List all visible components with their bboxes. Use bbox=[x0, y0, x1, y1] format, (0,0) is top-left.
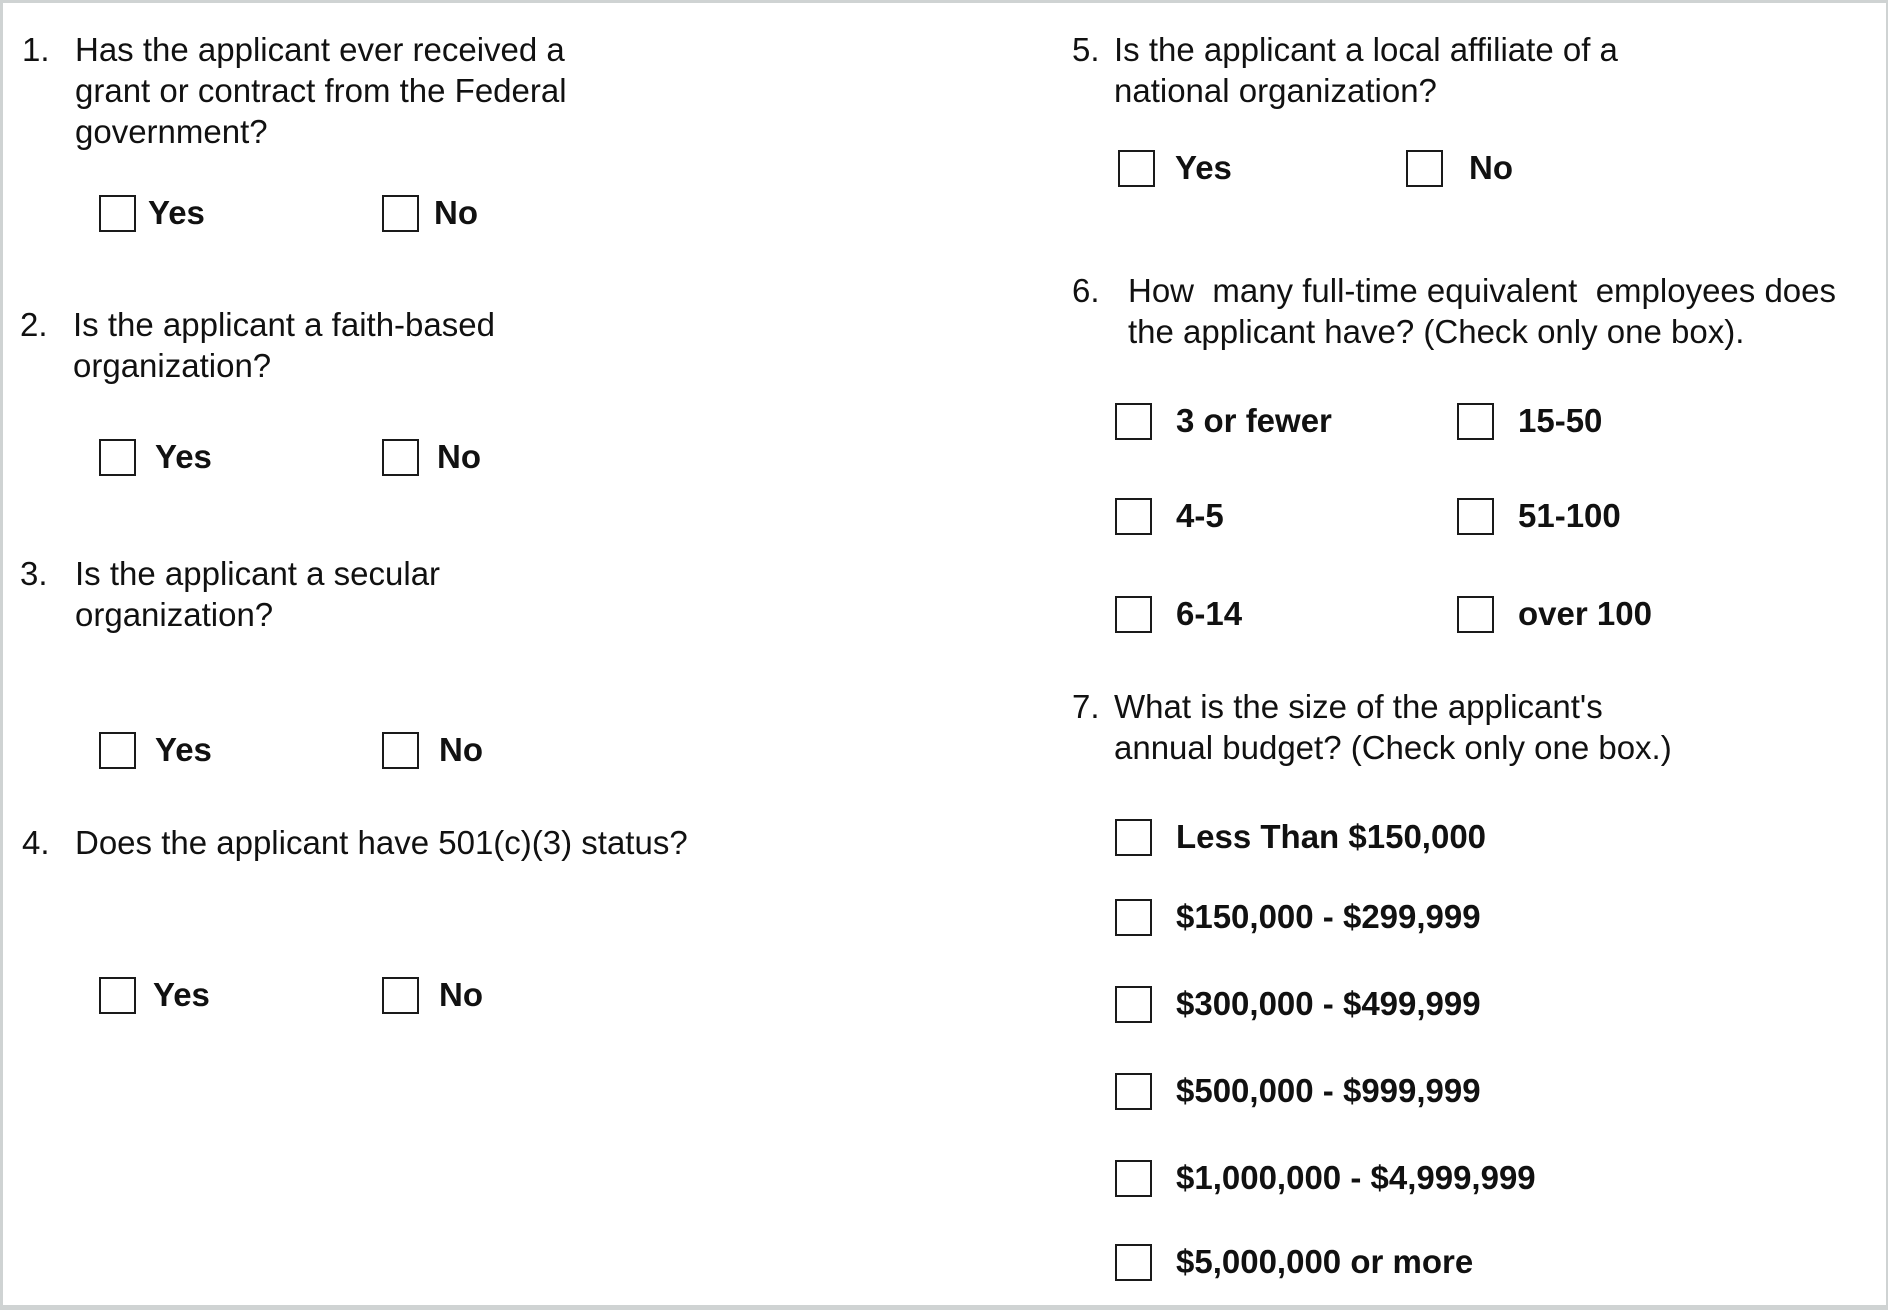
q4-no-option[interactable] bbox=[382, 974, 483, 1016]
q6-option-15-50[interactable] bbox=[1457, 400, 1602, 442]
checkbox[interactable] bbox=[382, 732, 419, 769]
q4-yes-option[interactable] bbox=[99, 974, 210, 1016]
checkbox[interactable] bbox=[1457, 403, 1494, 440]
checkbox[interactable] bbox=[99, 977, 136, 1014]
question-text-line: national organization? bbox=[1114, 72, 1437, 109]
q6-option-3-or-fewer[interactable] bbox=[1115, 400, 1332, 442]
checkbox[interactable] bbox=[1115, 986, 1152, 1023]
question-number: 6. bbox=[1072, 272, 1100, 309]
question-text-line: annual budget? (Check only one box.) bbox=[1114, 729, 1672, 766]
option-label: Yes bbox=[148, 194, 205, 231]
option-label: Less Than $150,000 bbox=[1176, 818, 1487, 855]
checkbox[interactable] bbox=[1118, 150, 1155, 187]
option-label: $500,000 - $999,999 bbox=[1176, 1072, 1481, 1109]
option-label: 15-50 bbox=[1518, 402, 1603, 439]
checkbox[interactable] bbox=[1115, 1073, 1152, 1110]
checkbox[interactable] bbox=[1406, 150, 1443, 187]
q5-yes-option[interactable] bbox=[1118, 147, 1232, 189]
checkbox[interactable] bbox=[99, 195, 136, 232]
option-label: No bbox=[437, 438, 481, 475]
option-label: 6-14 bbox=[1176, 595, 1243, 632]
q7-option-less-than-150k[interactable] bbox=[1115, 816, 1486, 858]
checkbox[interactable] bbox=[382, 195, 419, 232]
q3-no-option[interactable] bbox=[382, 729, 483, 771]
option-label: Yes bbox=[153, 976, 210, 1013]
option-label: over 100 bbox=[1518, 595, 1652, 632]
question-text-line: grant or contract from the Federal bbox=[75, 72, 567, 109]
q2-no-option[interactable] bbox=[382, 436, 481, 478]
checkbox[interactable] bbox=[1457, 596, 1494, 633]
question-text-line: Is the applicant a local affiliate of a bbox=[1114, 31, 1618, 68]
q6-option-6-14[interactable] bbox=[1115, 593, 1242, 635]
q5-no-option[interactable] bbox=[1406, 147, 1513, 189]
option-label: Yes bbox=[155, 438, 212, 475]
q1-yes-option[interactable] bbox=[99, 192, 205, 234]
question-text-line: the applicant have? (Check only one box). bbox=[1128, 313, 1745, 350]
question-number: 2. bbox=[20, 306, 48, 343]
question-number: 1. bbox=[22, 31, 50, 68]
checkbox[interactable] bbox=[1115, 498, 1152, 535]
q7-option-1m-4.99m[interactable] bbox=[1115, 1157, 1536, 1199]
question-text-line: Is the applicant a secular bbox=[75, 555, 441, 592]
checkbox[interactable] bbox=[1115, 899, 1152, 936]
question-text-line: Has the applicant ever received a bbox=[75, 31, 565, 68]
checkbox[interactable] bbox=[1115, 819, 1152, 856]
question-number: 7. bbox=[1072, 688, 1100, 725]
question-text-line: How many full-time equivalent employees does bbox=[1128, 272, 1837, 309]
option-label: No bbox=[1469, 149, 1513, 186]
option-label: No bbox=[439, 976, 483, 1013]
option-label: $300,000 - $499,999 bbox=[1176, 985, 1481, 1022]
checkbox[interactable] bbox=[1115, 1160, 1152, 1197]
question-number: 4. bbox=[22, 824, 50, 861]
checkbox[interactable] bbox=[382, 439, 419, 476]
option-label: 4-5 bbox=[1176, 497, 1224, 534]
option-label: $1,000,000 - $4,999,999 bbox=[1176, 1159, 1536, 1196]
checkbox[interactable] bbox=[1115, 596, 1152, 633]
checkbox[interactable] bbox=[1115, 1244, 1152, 1281]
option-label: Yes bbox=[155, 731, 212, 768]
question-text-line: What is the size of the applicant's bbox=[1114, 688, 1603, 725]
q1-no-option[interactable] bbox=[382, 192, 478, 234]
q7-option-150k-299k[interactable] bbox=[1115, 896, 1481, 938]
q3-yes-option[interactable] bbox=[99, 729, 212, 771]
checkbox[interactable] bbox=[99, 439, 136, 476]
option-label: No bbox=[439, 731, 483, 768]
q2-yes-option[interactable] bbox=[99, 436, 212, 478]
q6-option-4-5[interactable] bbox=[1115, 495, 1224, 537]
question-text-line: organization? bbox=[75, 596, 274, 633]
q6-option-over-100[interactable] bbox=[1457, 593, 1652, 635]
option-label: No bbox=[434, 194, 478, 231]
question-number: 5. bbox=[1072, 31, 1100, 68]
q6-option-51-100[interactable] bbox=[1457, 495, 1621, 537]
option-label: 3 or fewer bbox=[1176, 402, 1332, 439]
checkbox[interactable] bbox=[1457, 498, 1494, 535]
q7-option-500k-999k[interactable] bbox=[1115, 1070, 1481, 1112]
checkbox[interactable] bbox=[382, 977, 419, 1014]
question-text-line: Is the applicant a faith-based bbox=[73, 306, 495, 343]
checkbox[interactable] bbox=[1115, 403, 1152, 440]
option-label: Yes bbox=[1175, 149, 1232, 186]
question-text-line: organization? bbox=[73, 347, 272, 384]
checkbox[interactable] bbox=[99, 732, 136, 769]
q7-option-300k-499k[interactable] bbox=[1115, 983, 1481, 1025]
option-label: 51-100 bbox=[1518, 497, 1621, 534]
question-text-line: government? bbox=[75, 113, 268, 150]
option-label: $5,000,000 or more bbox=[1176, 1243, 1474, 1280]
question-number: 3. bbox=[20, 555, 48, 592]
question-text-line: Does the applicant have 501(c)(3) status? bbox=[75, 824, 688, 861]
option-label: $150,000 - $299,999 bbox=[1176, 898, 1481, 935]
q7-option-5m-or-more[interactable] bbox=[1115, 1241, 1473, 1283]
